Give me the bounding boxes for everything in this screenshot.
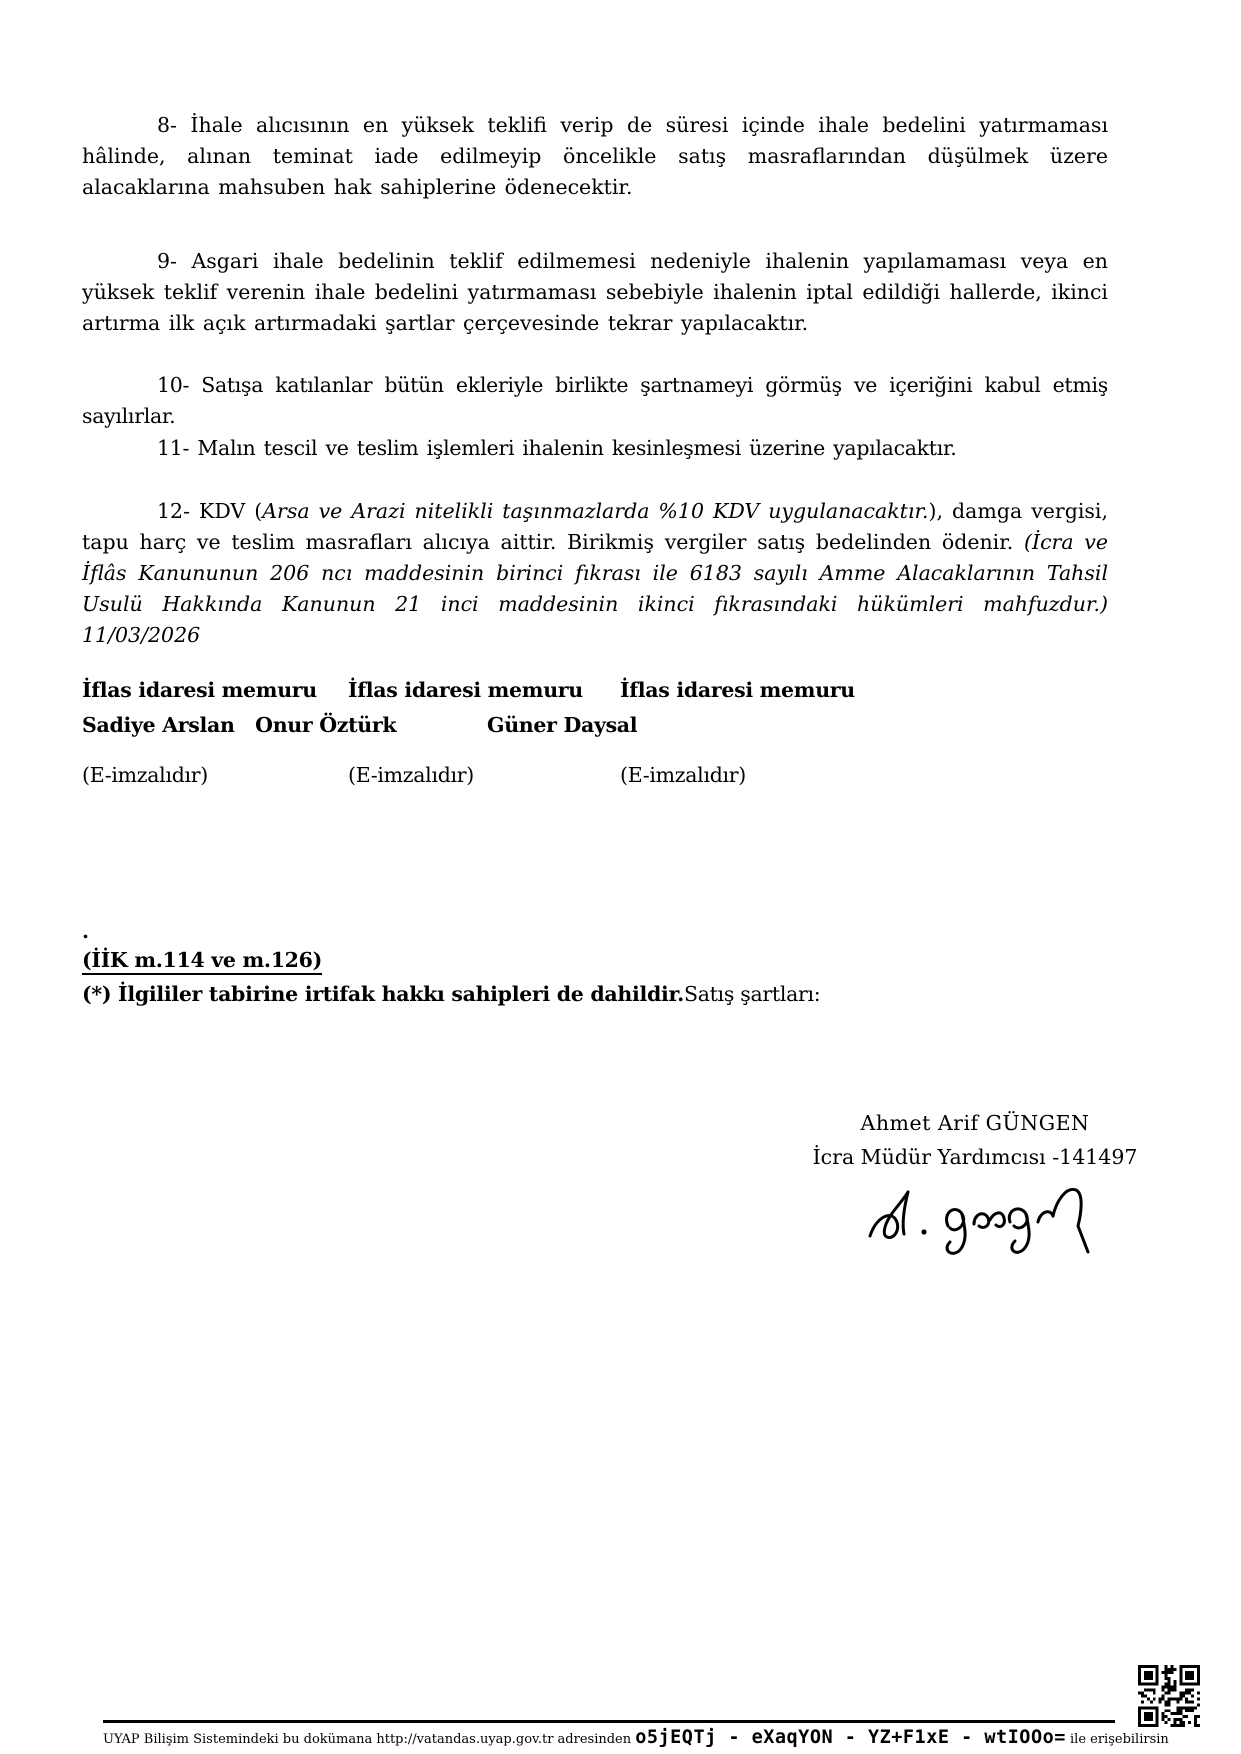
sig-col3-esignature-label: (E-imzalıdır) xyxy=(620,763,746,787)
iik-articles-note: (İİK m.114 ve m.126) xyxy=(82,948,322,975)
officer-title: İcra Müdür Yardımcısı -141497 xyxy=(812,1145,1138,1169)
asterisk-note xyxy=(82,982,820,1006)
clause-12-italic-law: (İcra ve İflâs Kanununun 206 ncı maddesinin birinci fıkrası ile 6183 sayılı Amme Alacaklarının Tahsil Usulü Hakkında Kanunun 21 inci maddesinin ikinci fıkrasındaki hükümleri mahfuzdur.) 11/03/2026 xyxy=(82,530,1109,647)
clause-10: 10- Satışa katılanlar bütün ekleriyle birlikte şartnameyi görmüş ve içeriğini kabul etmiş sayılırlar. xyxy=(82,373,1108,428)
sig-col1-esignature-label: (E-imzalıdır) xyxy=(82,763,208,787)
officer-name: Ahmet Arif GÜNGEN xyxy=(860,1111,1090,1135)
sig-col2-title: İflas idaresi memuru xyxy=(348,678,583,702)
clause-8: 8- İhale alıcısının en yüksek teklifi verip de süresi içinde ihale bedelini yatırmaması hâlinde, alınan teminat iade edilmeyip öncelikle satış masraflarından düşülmek üzere alacaklarına mahsuben hak sahiplerine ödenecektir. xyxy=(82,113,1108,199)
sig-col1-title: İflas idaresi memuru xyxy=(82,678,317,702)
clause-12-lead: 12- KDV ( xyxy=(157,499,263,523)
handwritten-signature-icon xyxy=(862,1172,1102,1272)
stray-period: . xyxy=(82,919,89,943)
footer-prefix: UYAP Bilişim Sistemindeki bu dokümana http://vatandas.uyap.gov.tr adresinden xyxy=(103,1732,632,1747)
footer-suffix: ile erişebilirsin xyxy=(1070,1732,1169,1747)
footer-verification-code: o5jEQTj - eXaqYON - YZ+F1xE - wtIOOo= xyxy=(635,1727,1066,1748)
asterisk-note-bold: (*) İlgililer tabirine irtifak hakkı sahipleri de dahildir. xyxy=(82,982,684,1006)
sig-col1-name: Sadiye Arslan Onur Öztürk xyxy=(82,713,397,737)
asterisk-note-rest: Satış şartları: xyxy=(683,982,821,1006)
footer-access-note xyxy=(103,1727,1241,1748)
clause-12 xyxy=(82,496,1108,651)
clause-12-body: ), damga vergisi, tapu harç ve teslim masrafları alıcıya aittir. Birikmiş vergiler satış bedelinden ödenir. xyxy=(82,499,1108,554)
sig-col2-name: Güner Daysal xyxy=(487,713,638,737)
footer-divider xyxy=(103,1720,1115,1723)
officer-signature-block xyxy=(745,1108,1205,1176)
clause-9: 9- Asgari ihale bedelinin teklif edilmemesi nedeniyle ihalenin yapılamaması veya en yüksek teklif verenin ihale bedelini yatırmaması sebebiyle ihalenin iptal edildiği hallerde, ikinci artırma ilk açık artırmadaki şartlar çerçevesinde tekrar yapılacaktır. xyxy=(82,249,1108,335)
clause-11: 11- Malın tescil ve teslim işlemleri ihalenin kesinleşmesi üzerine yapılacaktır. xyxy=(157,436,957,460)
sig-col2-esignature-label: (E-imzalıdır) xyxy=(348,763,474,787)
clause-12-italic-kdv: Arsa ve Arazi nitelikli taşınmazlarda %10 KDV uygulanacaktır. xyxy=(262,499,929,523)
sig-col3-title: İflas idaresi memuru xyxy=(620,678,855,702)
qr-code xyxy=(1138,1665,1200,1727)
